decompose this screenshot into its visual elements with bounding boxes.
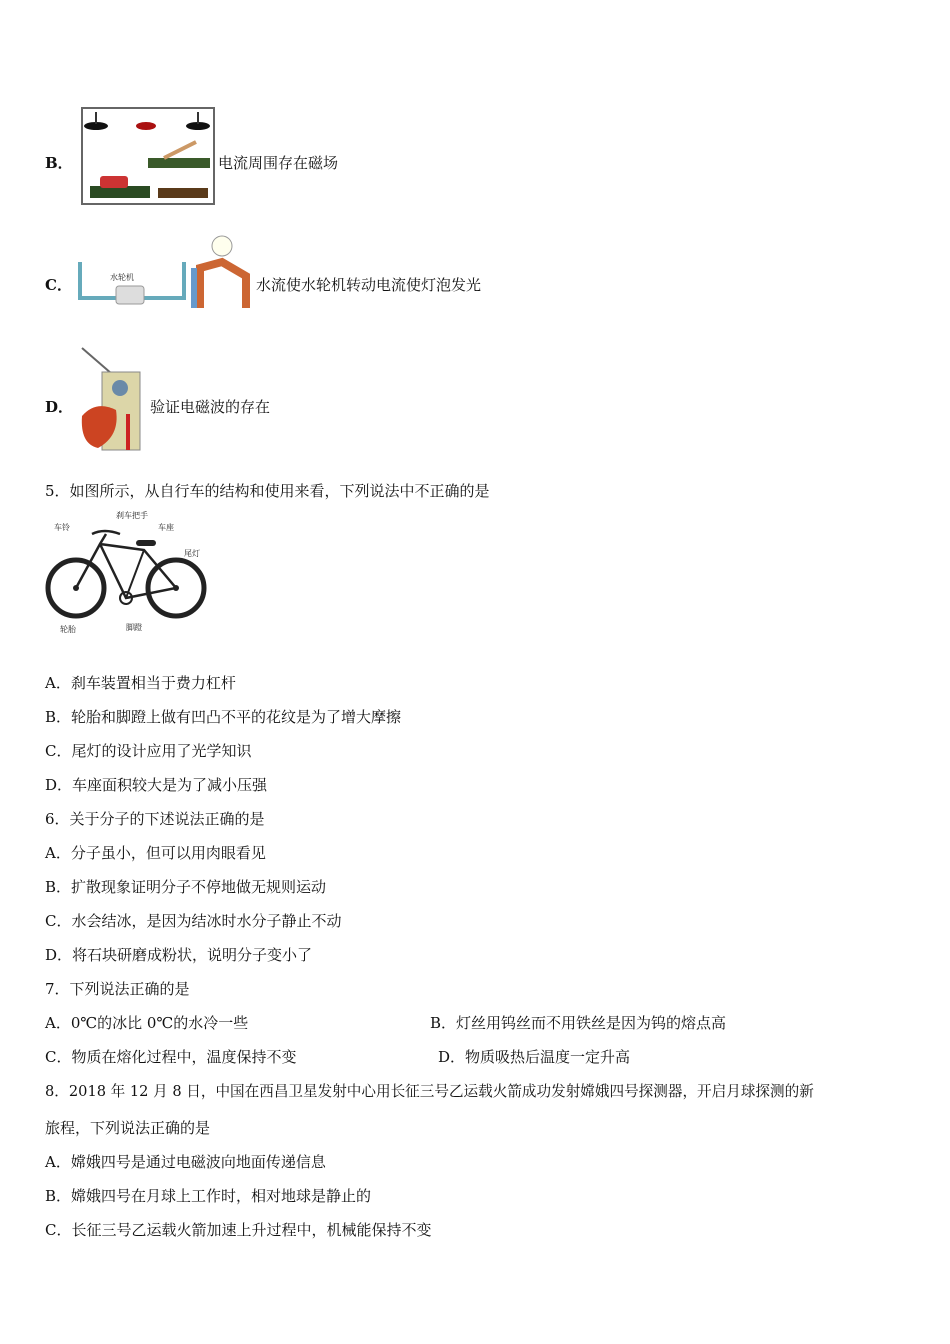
q7-option-a: A．0℃的冰比 0℃的水冷一些 bbox=[45, 1014, 249, 1032]
option-letter-d: D． bbox=[45, 398, 74, 416]
water-wheel-figure bbox=[72, 232, 254, 310]
q6-option-d: D．将石块研磨成粉状，说明分子变小了 bbox=[45, 946, 313, 964]
q6-stem: 6．关于分子的下述说法正确的是 bbox=[45, 810, 265, 828]
q8-stem-line2: 旅程，下列说法正确的是 bbox=[45, 1119, 211, 1137]
label-bell: 车铃 bbox=[54, 523, 70, 532]
bicycle-figure bbox=[44, 508, 208, 636]
label-tire: 轮胎 bbox=[60, 625, 76, 634]
label-seat: 车座 bbox=[158, 523, 174, 532]
q8-option-a: A．嫦娥四号是通过电磁波向地面传递信息 bbox=[45, 1153, 326, 1171]
option-d-text: 验证电磁波的存在 bbox=[150, 398, 271, 416]
q7-stem: 7．下列说法正确的是 bbox=[45, 980, 190, 998]
q5-stem: 5．如图所示，从自行车的结构和使用来看，下列说法中不正确的是 bbox=[45, 482, 490, 500]
radio-battery-figure bbox=[78, 344, 150, 456]
label-pedal: 脚蹬 bbox=[126, 623, 142, 632]
q7-option-d: D．物质吸热后温度一定升高 bbox=[438, 1048, 631, 1066]
q6-option-b: B．扩散现象证明分子不停地做无规则运动 bbox=[45, 878, 327, 896]
q5-option-a: A．刹车装置相当于费力杠杆 bbox=[45, 674, 236, 692]
option-b-text: 电流周围存在磁场 bbox=[218, 154, 339, 172]
q7-option-c: C．物质在熔化过程中，温度保持不变 bbox=[45, 1048, 297, 1066]
option-letter-b: B． bbox=[45, 154, 73, 172]
q8-option-c: C．长征三号乙运载火箭加速上升过程中，机械能保持不变 bbox=[45, 1221, 432, 1239]
q8-stem-line1: 8．2018 年 12 月 8 日，中国在西昌卫星发射中心用长征三号乙运载火箭成功发射嫦娥四号探测器，开启月球探测的新 bbox=[45, 1083, 814, 1100]
q6-option-a: A．分子虽小，但可以用肉眼看见 bbox=[45, 844, 266, 862]
electromagnet-circuit-figure bbox=[78, 104, 218, 208]
q5-option-c: C．尾灯的设计应用了光学知识 bbox=[45, 742, 252, 760]
option-c-text: 水流使水轮机转动电流使灯泡发光 bbox=[256, 276, 482, 294]
q6-option-c: C．水会结冰，是因为结冰时水分子静止不动 bbox=[45, 912, 342, 930]
water-wheel-label: 水轮机 bbox=[110, 273, 134, 282]
option-letter-c: C． bbox=[45, 276, 72, 294]
label-tail-light: 尾灯 bbox=[184, 549, 200, 558]
label-brake-handle: 刹车把手 bbox=[116, 511, 148, 520]
q8-option-b: B．嫦娥四号在月球上工作时，相对地球是静止的 bbox=[45, 1187, 372, 1205]
q7-option-b: B．灯丝用钨丝而不用铁丝是因为钨的熔点高 bbox=[430, 1014, 727, 1032]
q5-option-b: B．轮胎和脚蹬上做有凹凸不平的花纹是为了增大摩擦 bbox=[45, 708, 402, 726]
q5-option-d: D．车座面积较大是为了减小压强 bbox=[45, 776, 268, 794]
